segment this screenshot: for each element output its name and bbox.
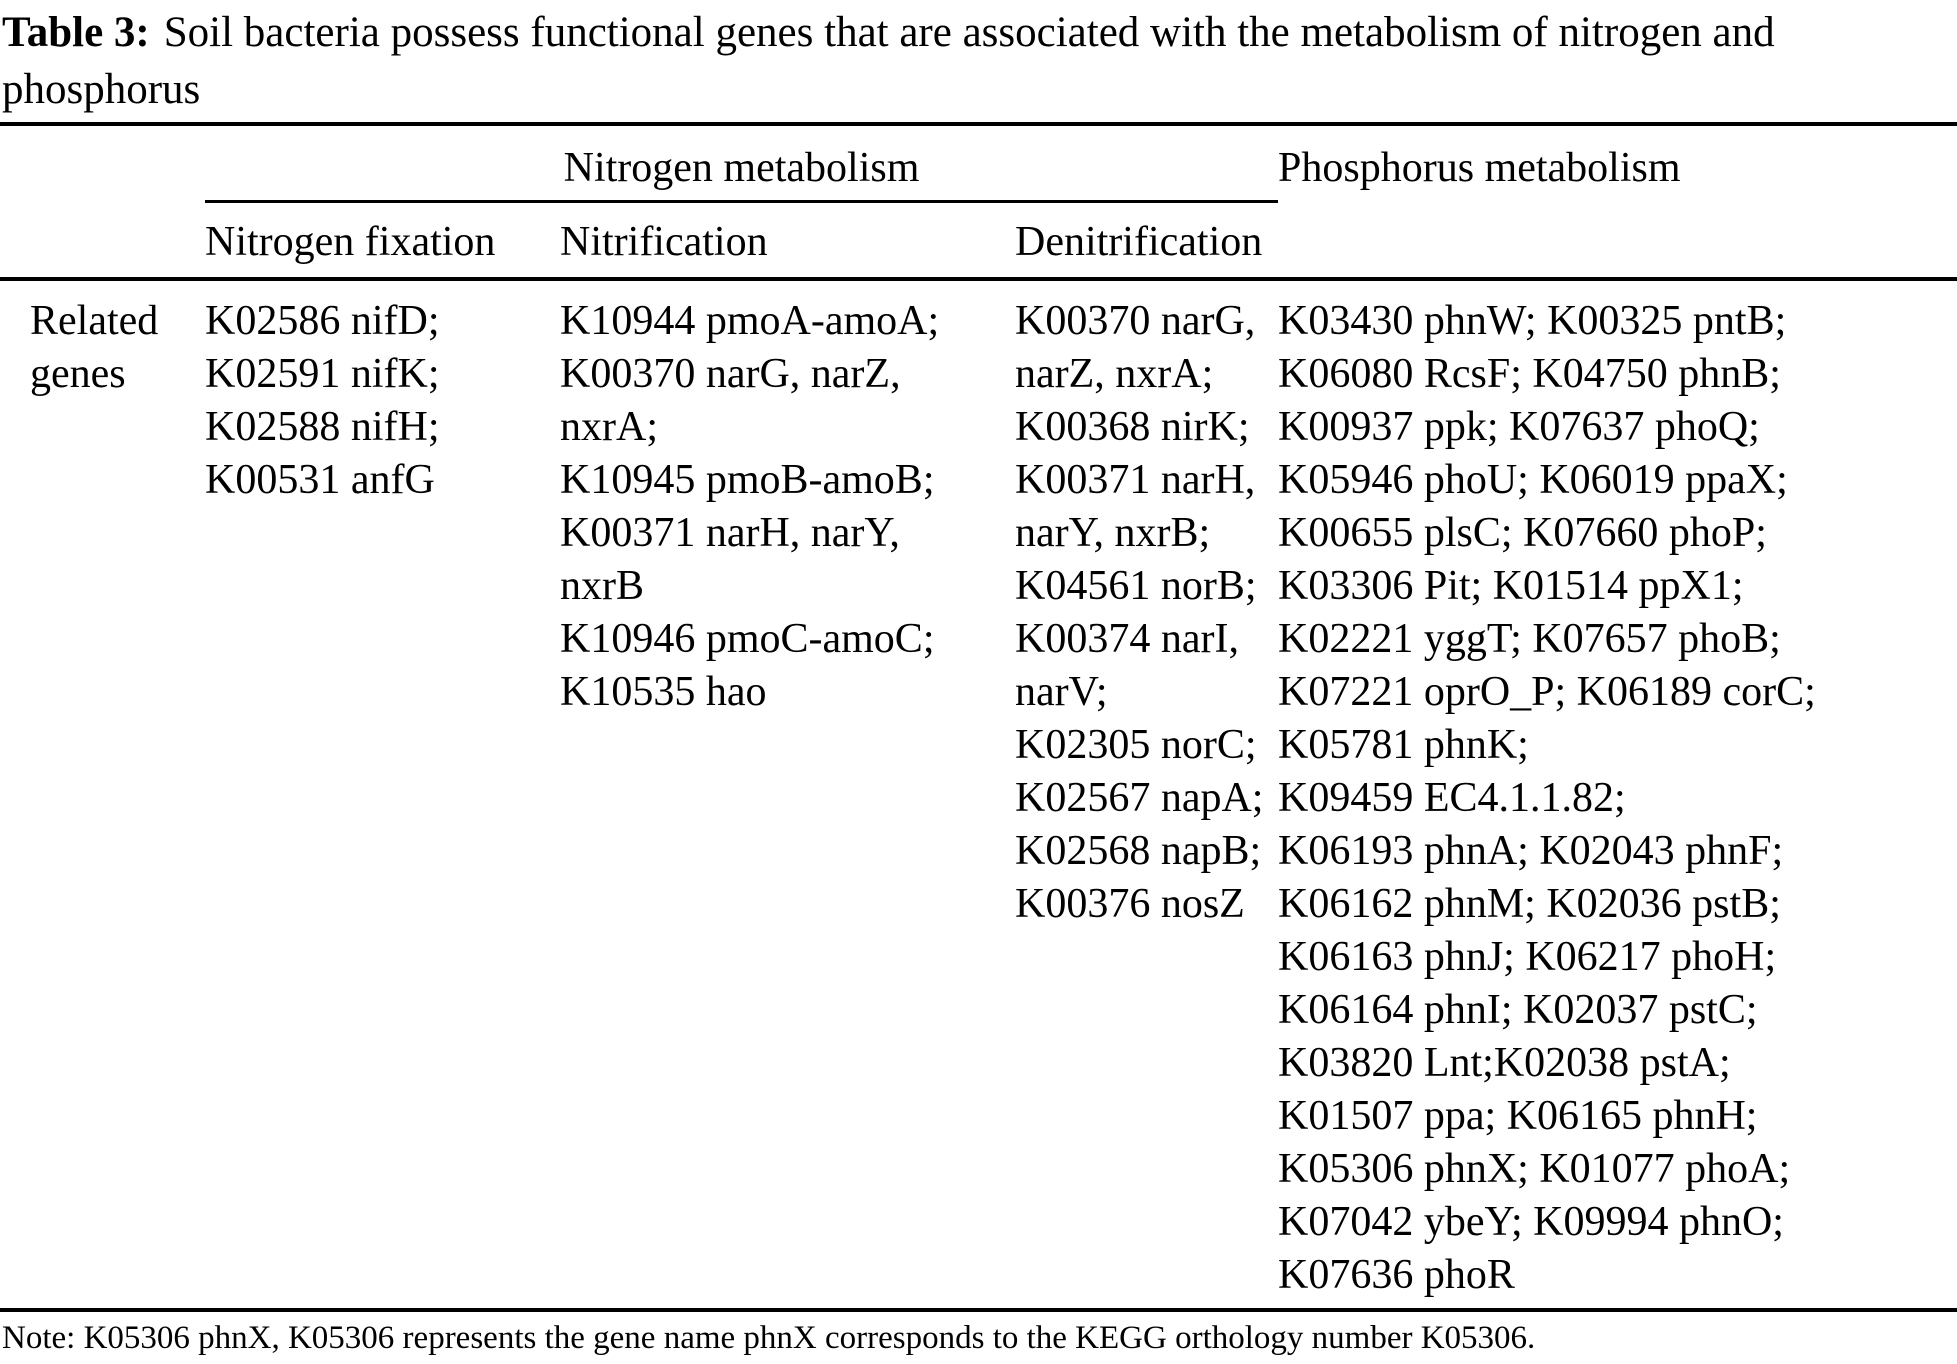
gene-entry: K00937 ppk; K07637 phoQ;: [1278, 404, 1760, 450]
table-header: [0, 122, 1957, 281]
gene-entry: K07636 phoR: [1278, 1252, 1515, 1298]
table-caption: [0, 0, 1957, 118]
gene-entry: K10535 hao: [560, 669, 767, 715]
gene-entry: K00370 narG,: [1015, 298, 1256, 344]
gene-entry: K10944 pmoA-amoA;: [560, 298, 940, 344]
gene-entry: K00368 nirK;: [1015, 404, 1250, 450]
gene-entry: K02568 napB;: [1015, 828, 1262, 874]
table-note: Note: K05306 phnX, K05306 represents the gene name phnX corresponds to the KEGG orthology number K05306.: [2, 1320, 1536, 1356]
gene-entry: K05781 phnK;: [1278, 722, 1529, 768]
column-group-phosphorus-metabolism: Phosphorus metabolism: [1278, 145, 1681, 191]
gene-entry: K00531 anfG: [205, 457, 435, 503]
gene-entry: K02586 nifD;: [205, 298, 440, 344]
column-header-nitrogen-fixation: Nitrogen fixation: [205, 219, 496, 265]
gene-entry: K10946 pmoC-amoC;: [560, 616, 935, 662]
gene-entry: narZ, nxrA;: [1015, 351, 1214, 397]
cell-denitrification-genes: [1015, 295, 1278, 1302]
table-body-row: [0, 281, 1957, 1312]
row-header-related-genes: [30, 295, 205, 1302]
gene-entry: narV;: [1015, 669, 1108, 715]
gene-entry: K07221 oprO_P; K06189 corC;: [1278, 669, 1816, 715]
column-subheader-row: [0, 203, 1957, 277]
gene-entry: K00655 plsC; K07660 phoP;: [1278, 510, 1767, 556]
gene-entry: K03306 Pit; K01514 ppX1;: [1278, 563, 1744, 609]
gene-entry: K00370 narG, narZ,: [560, 351, 901, 397]
gene-entry: nxrB: [560, 563, 644, 609]
column-header-nitrification: Nitrification: [560, 219, 768, 265]
gene-entry: nxrA;: [560, 404, 658, 450]
gene-entry: K00376 nosZ: [1015, 881, 1245, 927]
gene-entry: K00371 narH, narY,: [560, 510, 900, 556]
gene-entry: K05306 phnX; K01077 phoA;: [1278, 1146, 1791, 1192]
column-group-spacer: [30, 126, 205, 203]
column-group-row: [0, 126, 1957, 203]
subheader-phosphorus-spacer: [1278, 203, 1957, 277]
gene-entry: K07042 ybeY; K09994 phnO;: [1278, 1199, 1784, 1245]
gene-entry: K04561 norB;: [1015, 563, 1257, 609]
cell-nitrification-genes: [560, 295, 1015, 1302]
row-header-label: Related genes: [30, 298, 159, 397]
gene-entry: K10945 pmoB-amoB;: [560, 457, 935, 503]
gene-entry: K06080 RcsF; K04750 phnB;: [1278, 351, 1781, 397]
gene-entry: K02588 nifH;: [205, 404, 440, 450]
table-caption-text: Soil bacteria possess functional genes that are associated with the metabolism of nitrogen and phosphorus: [2, 9, 1775, 113]
gene-entry: K09459 EC4.1.1.82;: [1278, 775, 1626, 821]
subheader-spacer: [30, 203, 205, 277]
gene-entry: K06164 phnI; K02037 pstC;: [1278, 987, 1758, 1033]
gene-entry: K02591 nifK;: [205, 351, 440, 397]
cell-nitrogen-fixation-genes: [205, 295, 560, 1302]
cell-phosphorus-genes: [1278, 295, 1957, 1302]
gene-entry: K03430 phnW; K00325 pntB;: [1278, 298, 1787, 344]
gene-entry: K03820 Lnt;K02038 pstA;: [1278, 1040, 1731, 1086]
gene-entry: K06162 phnM; K02036 pstB;: [1278, 881, 1781, 927]
gene-entry: K06163 phnJ; K06217 phoH;: [1278, 934, 1777, 980]
gene-entry: K02567 napA;: [1015, 775, 1264, 821]
gene-entry: K06193 phnA; K02043 phnF;: [1278, 828, 1784, 874]
gene-entry: K00374 narI,: [1015, 616, 1239, 662]
gene-entry: K02305 norC;: [1015, 722, 1257, 768]
gene-entry: narY, nxrB;: [1015, 510, 1211, 556]
column-group-nitrogen-metabolism: Nitrogen metabolism: [205, 126, 1278, 203]
gene-entry: K02221 yggT; K07657 phoB;: [1278, 616, 1781, 662]
gene-entry: K05946 phoU; K06019 ppaX;: [1278, 457, 1788, 503]
table-caption-number: Table 3:: [2, 9, 150, 56]
gene-entry: K01507 ppa; K06165 phnH;: [1278, 1093, 1758, 1139]
column-header-denitrification: Denitrification: [1015, 219, 1263, 265]
gene-entry: K00371 narH,: [1015, 457, 1256, 503]
